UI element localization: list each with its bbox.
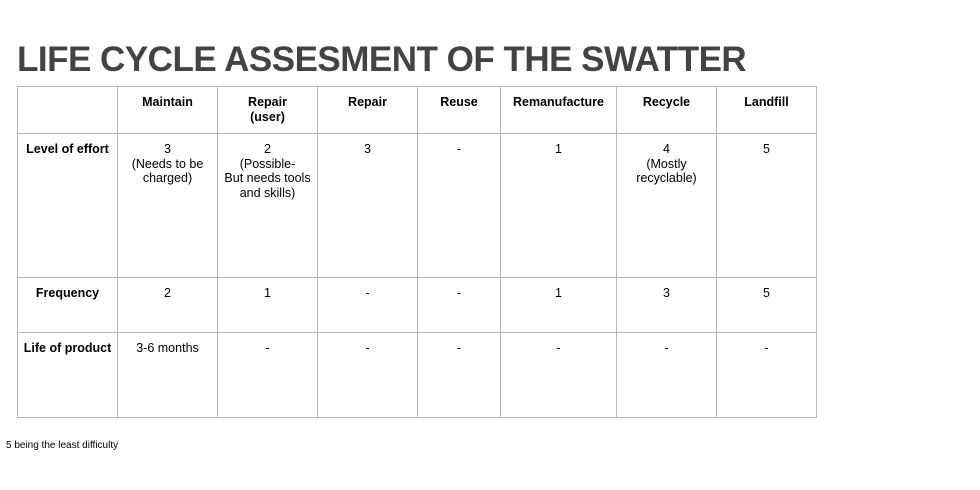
cell-text-line: - (456, 341, 462, 355)
cell-text-line: (Mostly (646, 156, 687, 171)
table-row-life-of-product (18, 333, 817, 418)
table-cell (617, 278, 717, 333)
header-cell-recycle (617, 87, 717, 134)
row-label-life-of-product: Life of product (18, 333, 118, 418)
cell-text-line: (Possible- (239, 156, 296, 171)
table-cell (501, 134, 617, 278)
table-cell (717, 278, 817, 333)
cell-text-line: - (556, 341, 561, 355)
cell-text-line: - (265, 341, 270, 355)
cell-text-line: 5 (763, 142, 770, 156)
table-cell (418, 134, 501, 278)
header-cell-maintain (118, 87, 218, 134)
table-cell (218, 134, 318, 278)
table-cell (218, 333, 318, 418)
cell-text-line: Remanufacture (513, 95, 604, 109)
cell-text-line: 4 (663, 142, 670, 156)
table-cell (418, 333, 501, 418)
table-cell (717, 134, 817, 278)
table-row-level-of-effort (18, 134, 817, 278)
cell-text-line: - (456, 286, 462, 300)
life-cycle-table (17, 86, 817, 418)
page-title: LIFE CYCLE ASSESMENT OF THE SWATTER (17, 40, 747, 79)
cell-text-line: recyclable) (636, 171, 697, 185)
table-cell (118, 333, 218, 418)
table-row-frequency (18, 278, 817, 333)
header-cell-landfill (717, 87, 817, 134)
table-cell (717, 333, 817, 418)
cell-text-line: Maintain (142, 95, 193, 109)
table-cell (218, 278, 318, 333)
footnote: 5 being the least difficulty (6, 440, 119, 451)
cell-text-line: 2 (264, 142, 271, 156)
cell-text-line: (Needs to be (131, 156, 204, 171)
cell-text-line: But needs tools (224, 171, 311, 185)
header-cell-reuse (418, 87, 501, 134)
cell-text-line: Repair (248, 95, 287, 109)
cell-text-line: Repair (348, 95, 387, 109)
table-cell (501, 333, 617, 418)
row-label-frequency: Frequency (18, 278, 118, 333)
cell-text-line: Recycle (642, 95, 691, 109)
header-cell-corner (18, 87, 118, 134)
table-cell (318, 333, 418, 418)
cell-text-line: 3 (663, 286, 670, 300)
cell-text-line: - (456, 142, 462, 156)
cell-text-line: charged) (142, 171, 193, 185)
cell-text-line: 1 (555, 286, 562, 300)
cell-text-line: - (365, 341, 370, 355)
table-cell (318, 278, 418, 333)
cell-text-line: Reuse (440, 95, 478, 109)
cell-text-line: - (764, 341, 769, 355)
table-cell (118, 278, 218, 333)
header-cell-repair (318, 87, 418, 134)
table-cell (318, 134, 418, 278)
table-cell (617, 134, 717, 278)
row-label-level-of-effort: Level of effort (18, 134, 118, 278)
cell-text-line: 1 (264, 286, 271, 300)
cell-text-line: Landfill (744, 95, 789, 109)
cell-text-line: - (365, 286, 370, 300)
cell-text-line: 3 (164, 142, 171, 156)
table-cell (418, 278, 501, 333)
header-row (18, 87, 817, 134)
cell-text-line: (user) (250, 109, 285, 124)
header-cell-repair-user (218, 87, 318, 134)
cell-text-line: and skills) (239, 185, 296, 200)
cell-text-line: - (664, 341, 669, 355)
header-cell-remanufacture (501, 87, 617, 134)
cell-text-line: 2 (164, 286, 171, 300)
table-cell (118, 134, 218, 278)
cell-text-line: 3 (364, 142, 371, 156)
table-cell (501, 278, 617, 333)
cell-text-line: 5 (763, 286, 770, 300)
table-cell (617, 333, 717, 418)
cell-text-line: 3-6 months (136, 341, 199, 355)
cell-text-line: 1 (555, 142, 562, 156)
